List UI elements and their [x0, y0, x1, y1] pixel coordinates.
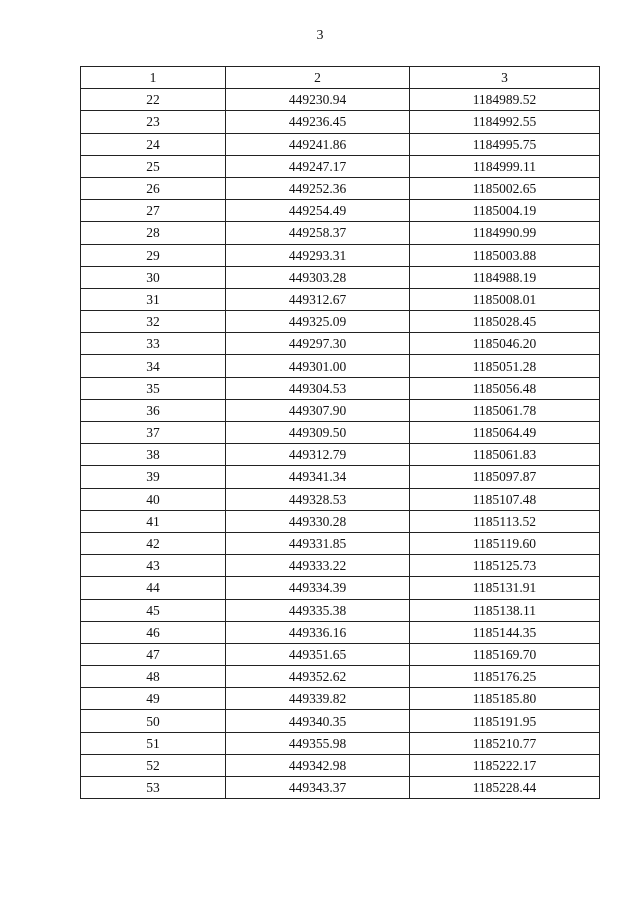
table-row — [81, 355, 600, 377]
y-coordinate-cell: 1185138.11 — [410, 599, 600, 621]
table-row — [81, 577, 600, 599]
x-coordinate-cell: 449325.09 — [226, 311, 410, 333]
table-row — [81, 488, 600, 510]
point-number-cell: 38 — [81, 444, 226, 466]
point-number-cell: 46 — [81, 621, 226, 643]
table-row — [81, 244, 600, 266]
point-number-cell: 31 — [81, 288, 226, 310]
table-row — [81, 777, 600, 799]
table-row — [81, 688, 600, 710]
column-header: 3 — [410, 67, 600, 89]
table-row — [81, 666, 600, 688]
x-coordinate-cell: 449304.53 — [226, 377, 410, 399]
table-row — [81, 200, 600, 222]
point-number-cell: 24 — [81, 133, 226, 155]
x-coordinate-cell: 449252.36 — [226, 177, 410, 199]
x-coordinate-cell: 449330.28 — [226, 510, 410, 532]
point-number-cell: 26 — [81, 177, 226, 199]
y-coordinate-cell: 1185228.44 — [410, 777, 600, 799]
table-row — [81, 177, 600, 199]
point-number-cell: 50 — [81, 710, 226, 732]
point-number-cell: 40 — [81, 488, 226, 510]
table-row — [81, 732, 600, 754]
point-number-cell: 47 — [81, 643, 226, 665]
x-coordinate-cell: 449339.82 — [226, 688, 410, 710]
table-row — [81, 377, 600, 399]
point-number-cell: 41 — [81, 510, 226, 532]
table-row — [81, 422, 600, 444]
y-coordinate-cell: 1185002.65 — [410, 177, 600, 199]
y-coordinate-cell: 1185144.35 — [410, 621, 600, 643]
y-coordinate-cell: 1185061.78 — [410, 399, 600, 421]
x-coordinate-cell: 449236.45 — [226, 111, 410, 133]
x-coordinate-cell: 449230.94 — [226, 89, 410, 111]
x-coordinate-cell: 449351.65 — [226, 643, 410, 665]
table-row — [81, 466, 600, 488]
x-coordinate-cell: 449303.28 — [226, 266, 410, 288]
table-row — [81, 311, 600, 333]
y-coordinate-cell: 1185064.49 — [410, 422, 600, 444]
x-coordinate-cell: 449333.22 — [226, 555, 410, 577]
point-number-cell: 37 — [81, 422, 226, 444]
x-coordinate-cell: 449258.37 — [226, 222, 410, 244]
table-row — [81, 754, 600, 776]
column-header: 2 — [226, 67, 410, 89]
point-number-cell: 27 — [81, 200, 226, 222]
x-coordinate-cell: 449335.38 — [226, 599, 410, 621]
point-number-cell: 25 — [81, 155, 226, 177]
y-coordinate-cell: 1185131.91 — [410, 577, 600, 599]
x-coordinate-cell: 449297.30 — [226, 333, 410, 355]
x-coordinate-cell: 449307.90 — [226, 399, 410, 421]
table-row — [81, 288, 600, 310]
table-row — [81, 111, 600, 133]
y-coordinate-cell: 1184988.19 — [410, 266, 600, 288]
point-number-cell: 39 — [81, 466, 226, 488]
y-coordinate-cell: 1185051.28 — [410, 355, 600, 377]
point-number-cell: 28 — [81, 222, 226, 244]
table-row — [81, 133, 600, 155]
point-number-cell: 48 — [81, 666, 226, 688]
table-row — [81, 643, 600, 665]
point-number-cell: 23 — [81, 111, 226, 133]
y-coordinate-cell: 1185113.52 — [410, 510, 600, 532]
x-coordinate-cell: 449312.79 — [226, 444, 410, 466]
y-coordinate-cell: 1185028.45 — [410, 311, 600, 333]
y-coordinate-cell: 1184999.11 — [410, 155, 600, 177]
table-row — [81, 510, 600, 532]
x-coordinate-cell: 449340.35 — [226, 710, 410, 732]
x-coordinate-cell: 449341.34 — [226, 466, 410, 488]
x-coordinate-cell: 449355.98 — [226, 732, 410, 754]
x-coordinate-cell: 449301.00 — [226, 355, 410, 377]
x-coordinate-cell: 449247.17 — [226, 155, 410, 177]
point-number-cell: 22 — [81, 89, 226, 111]
x-coordinate-cell: 449331.85 — [226, 532, 410, 554]
y-coordinate-cell: 1185176.25 — [410, 666, 600, 688]
y-coordinate-cell: 1184990.99 — [410, 222, 600, 244]
y-coordinate-cell: 1185125.73 — [410, 555, 600, 577]
table-row — [81, 222, 600, 244]
x-coordinate-cell: 449343.37 — [226, 777, 410, 799]
table-row — [81, 555, 600, 577]
point-number-cell: 34 — [81, 355, 226, 377]
point-number-cell: 35 — [81, 377, 226, 399]
point-number-cell: 32 — [81, 311, 226, 333]
table-row — [81, 444, 600, 466]
x-coordinate-cell: 449312.67 — [226, 288, 410, 310]
table-row — [81, 266, 600, 288]
y-coordinate-cell: 1185046.20 — [410, 333, 600, 355]
y-coordinate-cell: 1185003.88 — [410, 244, 600, 266]
y-coordinate-cell: 1185107.48 — [410, 488, 600, 510]
point-number-cell: 43 — [81, 555, 226, 577]
point-number-cell: 51 — [81, 732, 226, 754]
y-coordinate-cell: 1184989.52 — [410, 89, 600, 111]
x-coordinate-cell: 449241.86 — [226, 133, 410, 155]
point-number-cell: 29 — [81, 244, 226, 266]
x-coordinate-cell: 449254.49 — [226, 200, 410, 222]
point-number-cell: 49 — [81, 688, 226, 710]
table-row — [81, 621, 600, 643]
point-number-cell: 45 — [81, 599, 226, 621]
table-row — [81, 155, 600, 177]
y-coordinate-cell: 1185169.70 — [410, 643, 600, 665]
table-header-row — [81, 67, 600, 89]
table-row — [81, 710, 600, 732]
point-number-cell: 53 — [81, 777, 226, 799]
table-row — [81, 399, 600, 421]
point-number-cell: 36 — [81, 399, 226, 421]
y-coordinate-cell: 1185008.01 — [410, 288, 600, 310]
x-coordinate-cell: 449328.53 — [226, 488, 410, 510]
x-coordinate-cell: 449309.50 — [226, 422, 410, 444]
y-coordinate-cell: 1185097.87 — [410, 466, 600, 488]
y-coordinate-cell: 1185061.83 — [410, 444, 600, 466]
point-number-cell: 30 — [81, 266, 226, 288]
x-coordinate-cell: 449336.16 — [226, 621, 410, 643]
x-coordinate-cell: 449334.39 — [226, 577, 410, 599]
y-coordinate-cell: 1185056.48 — [410, 377, 600, 399]
point-number-cell: 33 — [81, 333, 226, 355]
y-coordinate-cell: 1185222.17 — [410, 754, 600, 776]
point-number-cell: 44 — [81, 577, 226, 599]
x-coordinate-cell: 449352.62 — [226, 666, 410, 688]
table-row — [81, 599, 600, 621]
point-number-cell: 52 — [81, 754, 226, 776]
table-row — [81, 532, 600, 554]
x-coordinate-cell: 449293.31 — [226, 244, 410, 266]
coordinates-table — [80, 66, 600, 799]
page-number: 3 — [316, 28, 324, 43]
table-row — [81, 333, 600, 355]
x-coordinate-cell: 449342.98 — [226, 754, 410, 776]
table-body — [81, 89, 600, 799]
y-coordinate-cell: 1185119.60 — [410, 532, 600, 554]
y-coordinate-cell: 1185210.77 — [410, 732, 600, 754]
y-coordinate-cell: 1185004.19 — [410, 200, 600, 222]
column-header: 1 — [81, 67, 226, 89]
y-coordinate-cell: 1185185.80 — [410, 688, 600, 710]
table-row — [81, 89, 600, 111]
y-coordinate-cell: 1184995.75 — [410, 133, 600, 155]
y-coordinate-cell: 1184992.55 — [410, 111, 600, 133]
point-number-cell: 42 — [81, 532, 226, 554]
y-coordinate-cell: 1185191.95 — [410, 710, 600, 732]
